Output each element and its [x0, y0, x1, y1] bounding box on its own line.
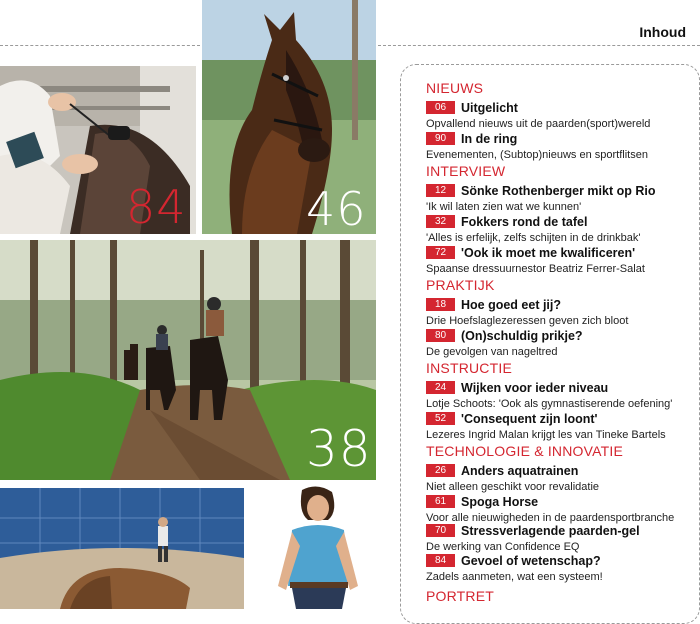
- toc-entry[interactable]: [426, 182, 655, 213]
- photo-page-number: 46: [306, 182, 367, 234]
- entry-description: Evenementen, (Subtop)nieuws en sportflitsen: [426, 149, 648, 161]
- rider-illustration: [262, 486, 372, 609]
- photo-aquatraining[interactable]: [0, 488, 244, 609]
- page-number-badge: 06: [426, 101, 455, 114]
- toc-entry[interactable]: [426, 99, 650, 130]
- entry-title: Wijken voor ieder niveau: [461, 380, 609, 395]
- entry-description: De gevolgen van nageltred: [426, 346, 558, 358]
- page-number-badge: 32: [426, 215, 455, 228]
- entry-title: Stressverlagende paarden-gel: [461, 523, 640, 538]
- section-heading-technologie: TECHNOLOGIE & INNOVATIE: [426, 443, 623, 459]
- entry-description: 'Ik wil laten zien wat we kunnen': [426, 201, 582, 213]
- photo-page-number: 84: [126, 180, 187, 234]
- entry-description: De werking van Confidence EQ: [426, 541, 580, 553]
- toc-entry[interactable]: [426, 130, 648, 161]
- photo-page-number: 38: [306, 420, 372, 478]
- photo-horse-head[interactable]: [202, 0, 376, 234]
- toc-entry[interactable]: [426, 296, 628, 327]
- section-heading-praktijk: PRAKTIJK: [426, 277, 495, 293]
- page-number-badge: 72: [426, 246, 455, 259]
- entry-description: Lezeres Ingrid Malan krijgt les van Tineke Bartels: [426, 429, 666, 441]
- page-number-badge: 80: [426, 329, 455, 342]
- entry-title: Gevoel of wetenschap?: [461, 553, 601, 568]
- header-rule-left: [0, 45, 200, 46]
- entry-title: Spoga Horse: [461, 494, 539, 509]
- entry-title: Anders aquatrainen: [461, 463, 579, 478]
- toc-entry[interactable]: [426, 327, 583, 358]
- entry-description: 'Alles is erfelijk, zelfs schijten in de drinkbak': [426, 232, 641, 244]
- entry-title: (On)schuldig prikje?: [461, 328, 583, 343]
- page-number-badge: 24: [426, 381, 455, 394]
- page-number-badge: 18: [426, 298, 455, 311]
- toc-entry[interactable]: [426, 213, 641, 244]
- header-rule-right: [378, 45, 700, 46]
- page-title: Inhoud: [639, 24, 686, 40]
- section-heading-portret: PORTRET: [426, 588, 495, 604]
- photo-rider-portrait[interactable]: [262, 486, 372, 609]
- toc-entry[interactable]: [426, 410, 666, 441]
- section-heading-interview: INTERVIEW: [426, 163, 506, 179]
- toc-entry[interactable]: [426, 522, 640, 553]
- toc-entry[interactable]: [426, 244, 645, 275]
- entry-description: Niet alleen geschikt voor revalidatie: [426, 481, 600, 493]
- photo-grooming[interactable]: [0, 66, 196, 234]
- entry-title: In de ring: [461, 131, 518, 146]
- entry-description: Drie Hoefslaglezeressen geven zich bloot: [426, 315, 629, 327]
- entry-description: Lotje Schoots: 'Ook als gymnastiserende oefening': [426, 398, 673, 410]
- page-number-badge: 84: [426, 554, 455, 567]
- toc-entry[interactable]: [426, 493, 674, 524]
- section-heading-nieuws: NIEUWS: [426, 80, 484, 96]
- page-number-badge: 90: [426, 132, 455, 145]
- page-number-badge: 52: [426, 412, 455, 425]
- page-number-badge: 12: [426, 184, 455, 197]
- page-number-badge: 70: [426, 524, 455, 537]
- entry-title: Sönke Rothenberger mikt op Rio: [461, 183, 656, 198]
- page-number-badge: 61: [426, 495, 455, 508]
- entry-description: Zadels aanmeten, wat een systeem!: [426, 571, 603, 583]
- entry-description: Voor alle nieuwigheden in de paardensportbranche: [426, 512, 675, 524]
- toc-entry[interactable]: [426, 552, 603, 583]
- photo-forest-ride[interactable]: [0, 240, 376, 480]
- entry-description: Spaanse dressuurnestor Beatriz Ferrer-Salat: [426, 263, 645, 275]
- entry-description: Opvallend nieuws uit de paarden(sport)wereld: [426, 118, 651, 130]
- toc-entry[interactable]: [426, 462, 599, 493]
- entry-title: Hoe goed eet jij?: [461, 297, 562, 312]
- entry-title: Uitgelicht: [461, 100, 518, 115]
- toc-entry[interactable]: [426, 379, 672, 410]
- entry-title: Fokkers rond de tafel: [461, 214, 588, 229]
- entry-title: 'Consequent zijn loont': [461, 411, 598, 426]
- page-number-badge: 26: [426, 464, 455, 477]
- section-heading-instructie: INSTRUCTIE: [426, 360, 512, 376]
- aquatraining-illustration: [0, 488, 244, 609]
- entry-title: 'Ook ik moet me kwalificeren': [461, 245, 636, 260]
